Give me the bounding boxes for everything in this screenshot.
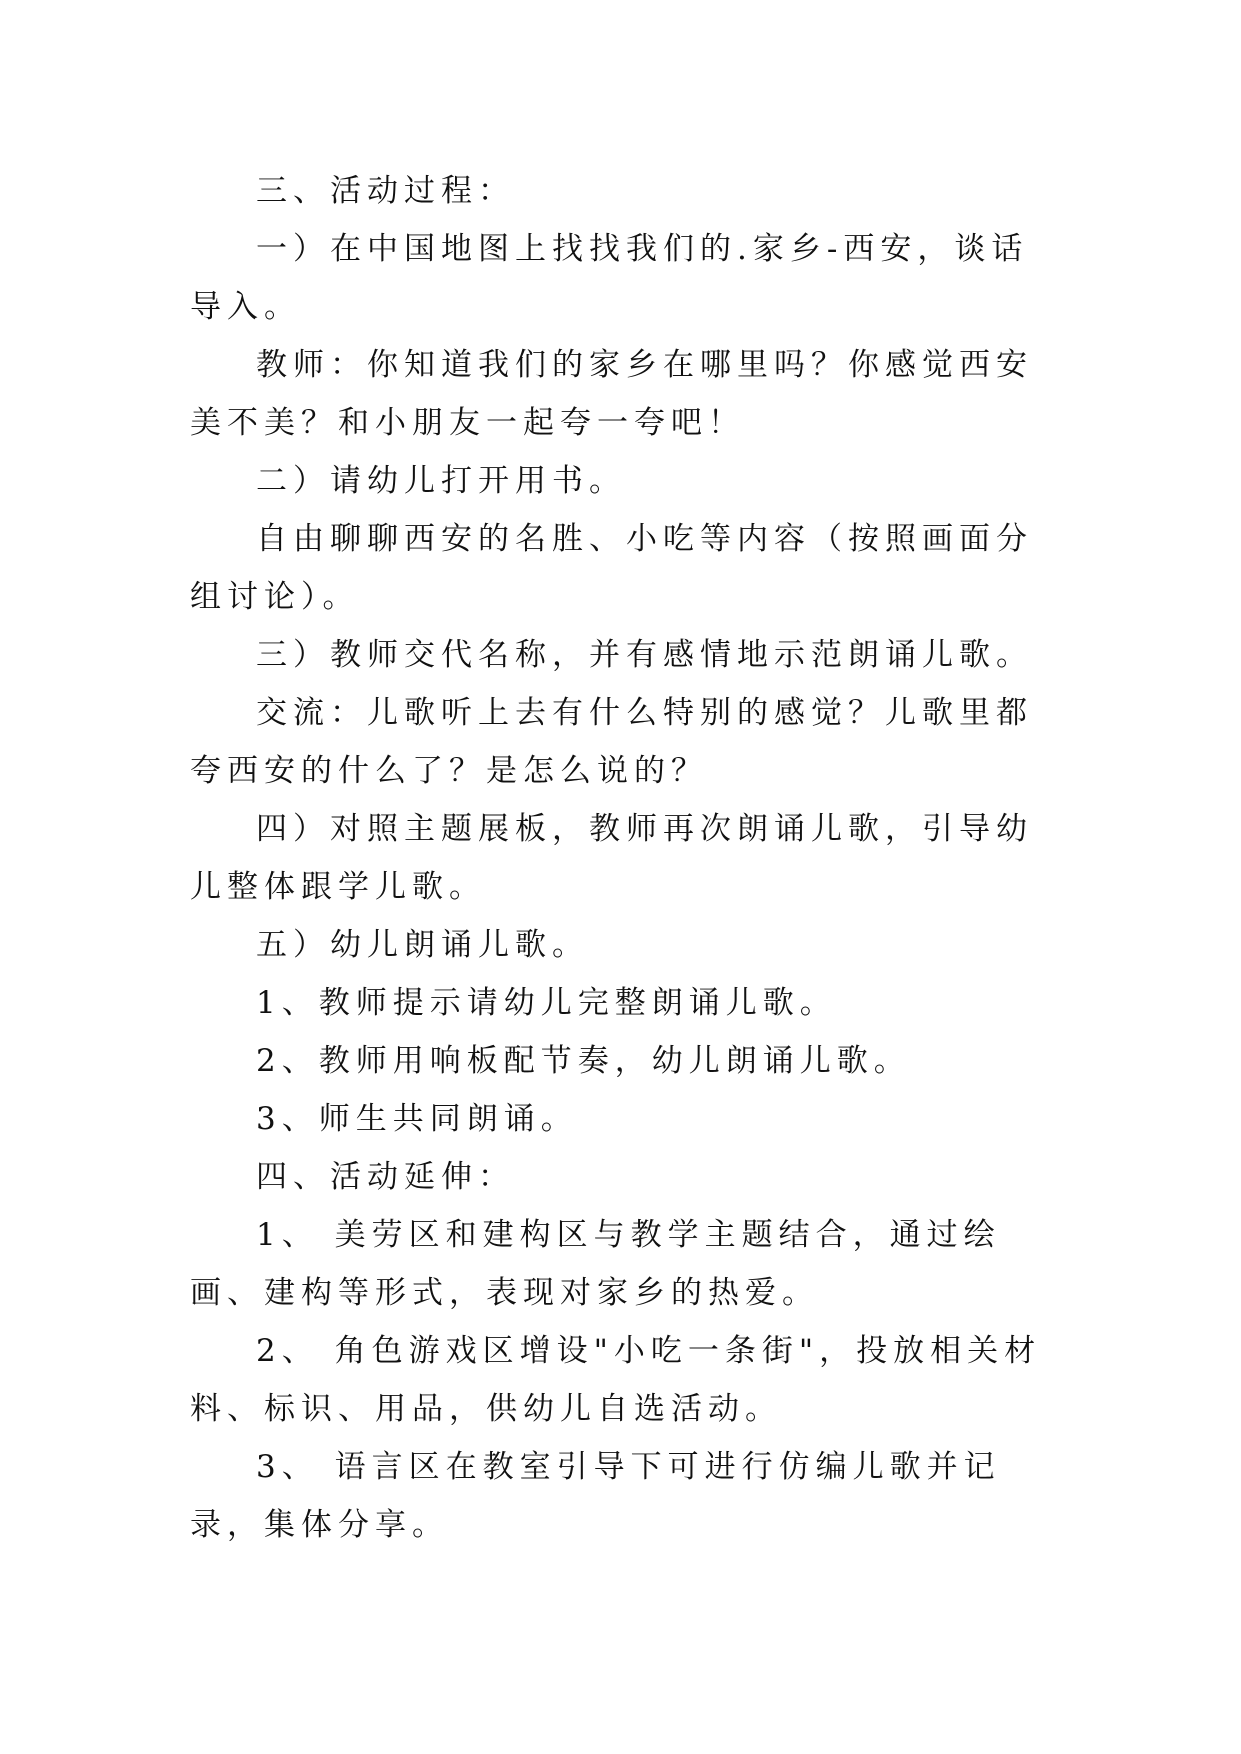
paragraph: 五）幼儿朗诵儿歌。: [256, 927, 589, 963]
paragraph: 二）请幼儿打开用书。: [256, 463, 626, 499]
paragraph: 教师：你知道我们的家乡在哪里吗？你感觉西安美不美？和小朋友一起夸一夸吧！: [190, 347, 1033, 441]
section-heading-activity-extension: 四、活动延伸：: [256, 1159, 515, 1195]
list-item: 3、 语言区在教室引导下可进行仿编儿歌并记录，集体分享。: [190, 1449, 1001, 1543]
paragraph: 三）教师交代名称，并有感情地示范朗诵儿歌。: [256, 637, 1033, 673]
paragraph: 四）对照主题展板，教师再次朗诵儿歌，引导幼儿整体跟学儿歌。: [190, 811, 1033, 905]
list-item: 3、师生共同朗诵。: [256, 1101, 578, 1137]
paragraph: 自由聊聊西安的名胜、小吃等内容（按照画面分组讨论）。: [190, 521, 1033, 615]
paragraph: 交流：儿歌听上去有什么特别的感觉？儿歌里都夸西安的什么了？是怎么说的？: [190, 695, 1033, 789]
list-item: 2、 角色游戏区增设"小吃一条街"，投放相关材料、标识、用品，供幼儿自选活动。: [190, 1333, 1042, 1427]
paragraph: 一）在中国地图上找找我们的.家乡-西安，谈话导入。: [190, 231, 1029, 325]
section-heading-activity-process: 三、活动过程：: [256, 173, 515, 209]
list-item: 1、教师提示请幼儿完整朗诵儿歌。: [256, 985, 837, 1021]
list-item: 2、教师用响板配节奏，幼儿朗诵儿歌。: [256, 1043, 911, 1079]
document-body: [190, 162, 1055, 1554]
list-item: 1、 美劳区和建构区与教学主题结合，通过绘画、建构等形式，表现对家乡的热爱。: [190, 1217, 1001, 1311]
